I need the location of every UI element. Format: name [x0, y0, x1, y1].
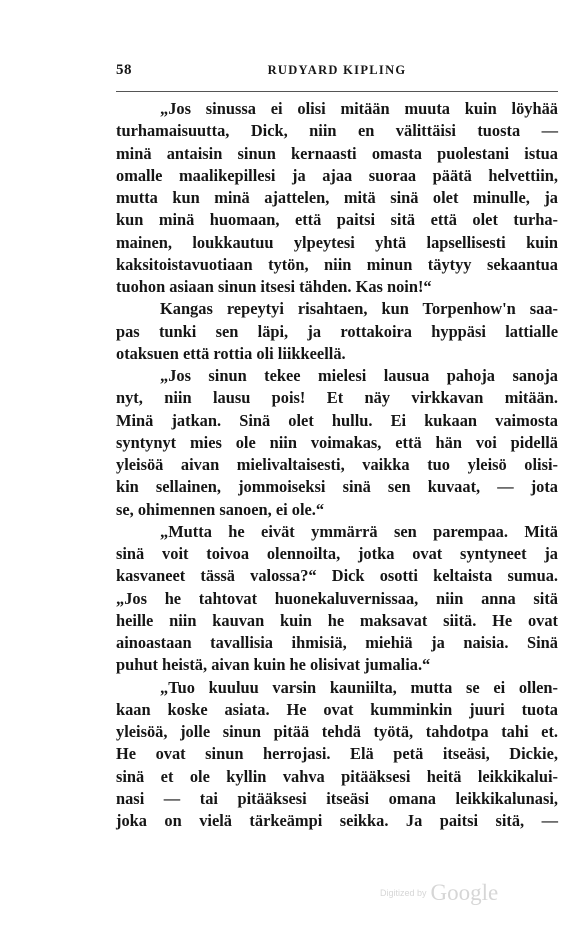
text-line: „Mutta he eivät ymmärrä sen parempaa. Mitä: [160, 521, 558, 541]
text-line: sinä et ole kyllin vahva pitääksesi heitä leikkikalui-: [116, 766, 558, 786]
body-text: [116, 98, 558, 832]
text-line: yleisöä, jolle sinun pitää tehdä työtä, tahdotpa tahi et.: [116, 722, 558, 741]
text-line: „Tuo kuuluu varsin kauniilta, mutta se ei ollen-: [160, 677, 558, 697]
digitized-by-google-watermark: [380, 880, 520, 910]
text-line: heille niin kauvan kuin he maksavat siitä. He ovat: [116, 610, 558, 630]
text-line: Minä jatkan. Sinä olet hullu. Ei kukaan vaimosta: [116, 410, 558, 430]
text-line: nyt, niin lausu pois! Et näy virkkavan mitään.: [116, 388, 558, 408]
page-number: 58: [116, 62, 132, 78]
text-line: kaksitoistavuotiaan tytön, niin minun täytyy sekaantua: [116, 254, 558, 274]
text-line: nasi — tai pitääksesi itseäsi omana leikkikalunasi,: [116, 788, 558, 808]
google-logo: Google: [430, 880, 499, 905]
text-line: „Jos he tahtovat huonekaluvernissaa, niin anna sitä: [116, 588, 558, 608]
text-line: pas tunki sen läpi, ja rottakoira hyppäsi lattialle: [116, 321, 558, 341]
text-line: syntynyt mies ole niin voimakas, että hän voi pidellä: [116, 432, 558, 452]
text-line: He ovat sinun herrojasi. Elä petä itseäsi, Dickie,: [116, 744, 558, 764]
text-line: se, ohimennen sanoen, ei ole.“: [116, 499, 325, 519]
watermark-prefix: Digitized by: [380, 888, 427, 898]
text-line: ainoastaan tavallisia ihmisiä, miehiä ja naisia. Sinä: [116, 633, 558, 652]
running-head: RUDYARD KIPLING: [267, 63, 407, 77]
text-line: „Jos sinun tekee mielesi lausua pahoja sanoja: [160, 366, 558, 385]
text-line: mainen, loukkautuu ylpeytesi yhtä lapsellisesti kuin: [116, 232, 558, 252]
text-line: joka on vielä tärkeämpi seikka. Ja paitsi sitä, —: [116, 811, 558, 830]
text-line: yleisöä aivan mielivaltaisesti, vaikka tuo yleisö olisi-: [116, 455, 558, 474]
text-line: minä antaisin sinun kernaasti omasta puolestani istua: [116, 143, 558, 163]
text-line: turhamaisuutta, Dick, niin en välittäisi tuosta —: [116, 121, 558, 141]
text-line: kin sellainen, jommoiseksi sinä sen kuvaat, — jota: [116, 477, 558, 497]
text-line: sinä voit toivoa olennoilta, jotka ovat syntyneet ja: [116, 544, 558, 563]
text-line: kun minä huomaan, että paitsi sitä että olet turha-: [116, 210, 558, 230]
text-line: „Jos sinussa ei olisi mitään muuta kuin löyhää: [160, 99, 558, 118]
text-line: kaan koske asiata. He ovat kumminkin juuri tuota: [116, 699, 558, 719]
text-line: tuohon asiaan sinun itsesi tähden. Kas noin!“: [116, 277, 432, 296]
text-line: puhut heistä, aivan kuin he olisivat jumalia.“: [116, 655, 431, 675]
text-line: kasvaneet tässä valossa?“ Dick osotti keltaista sumua.: [116, 566, 558, 586]
header-rule: [116, 91, 558, 92]
text-line: otaksuen että rottia oli liikkeellä.: [116, 343, 346, 363]
page-header: [116, 62, 558, 84]
text-line: mutta kun minä ajattelen, mitä sinä olet minulle, ja: [116, 188, 558, 207]
text-line: Kangas repeytyi risahtaen, kun Torpenhow'n saa-: [160, 299, 558, 319]
text-line: omalle maalikepillesi ja ajaa suoraa päätä helvettiin,: [116, 165, 558, 185]
